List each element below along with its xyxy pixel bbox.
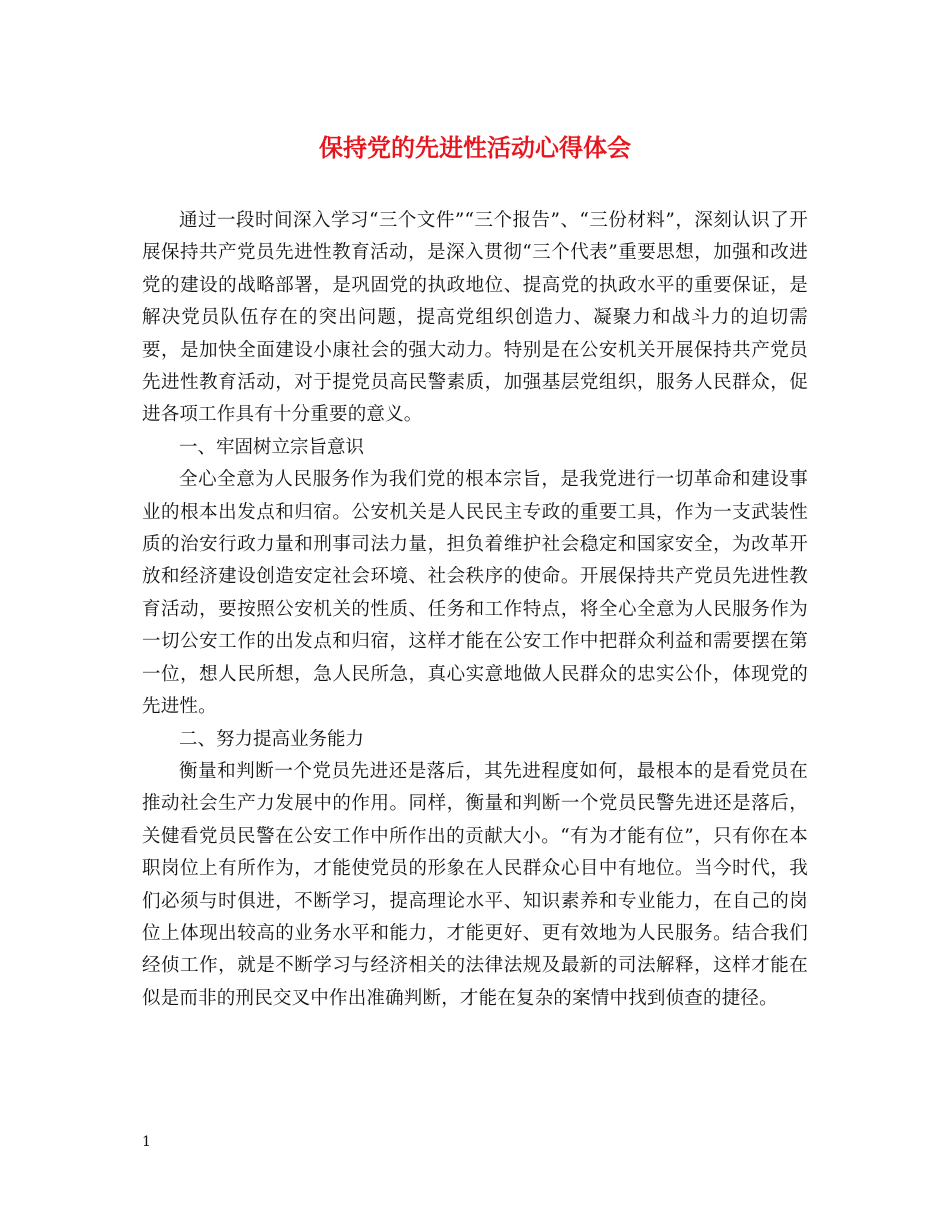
- section-heading-1: 一、牢固树立宗旨意识: [179, 436, 365, 458]
- page-number: 1: [142, 1134, 151, 1150]
- document-title: 保持党的先进性活动心得体会: [319, 133, 631, 162]
- section-1-paragraph: 全心全意为人民服务作为我们党的根本宗旨，是我党进行一切革命和建设事业的根本出发点和归宿。公安机关是人民民主专政的重要工具，作为一支武装性质的治安行政力量和刑事司法力量，担负着维护社会稳定和国家安全，为改革开放和经济建设创造安定社会环境、社会秩序的使命。开展保持共产党员先进性教育活动，要按照公安机关的性质、任务和工作特点，将全心全意为人民服务作为一切公安工作的出发点和归宿，这样才能在公安工作中把群众利益和需要摆在第一位，想人民所想，急人民所急，真心实意地做人民群众的忠实公仆，体现党的先进性。: [142, 469, 808, 718]
- document-body: [142, 205, 808, 1015]
- section-2-paragraph: 衡量和判断一个党员先进还是落后，其先进程度如何，最根本的是看党员在推动社会生产力发展中的作用。同样，衡量和判断一个党员民警先进还是落后，关健看党员民警在公安工作中所作出的贡献大小。“有为才能有位”，只有你在本职岗位上有所作为，才能使党员的形象在人民群众心目中有地位。当今时代，我们必须与时俱进，不断学习，提高理论水平、知识素养和专业能力，在自己的岗位上体现出较高的业务水平和能力，才能更好、更有效地为人民服务。结合我们经侦工作，就是不断学习与经济相关的法律法规及最新的司法解释，这样才能在似是而非的刑民交叉中作出准确判断，才能在复杂的案情中找到侦查的捷径。: [142, 760, 808, 1009]
- intro-paragraph: 通过一段时间深入学习“三个文件”“三个报告”、“三份材料”，深刻认识了开展保持共产党员先进性教育活动，是深入贯彻“三个代表”重要思想，加强和改进党的建设的战略部署，是巩固党的执政地位、提高党的执政水平的重要保证，是解决党员队伍存在的突出问题，提高党组织创造力、凝聚力和战斗力的迫切需要，是加快全面建设小康社会的强大动力。特别是在公安机关开展保持共产党员先进性教育活动，对于提党员高民警素质，加强基层党组织，服务人民群众，促进各项工作具有十分重要的意义。: [142, 210, 808, 426]
- section-heading-2: 二、努力提高业务能力: [179, 728, 365, 750]
